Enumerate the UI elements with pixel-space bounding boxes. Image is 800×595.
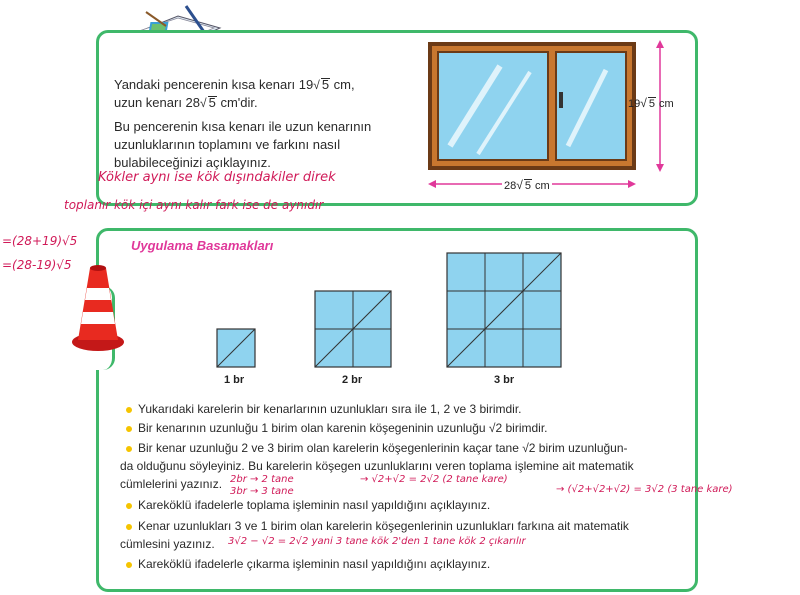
label-text: cm: [531, 180, 550, 192]
bullet-dot: [126, 446, 132, 452]
bullet-text: Bir kenar uzunluğu 2 ve 3 birim olan karelerin köşegenlerinin kaçar tane √2 birim uzunluğun-: [138, 441, 628, 455]
handwritten-answer-1b: 3br → 3 tane: [230, 486, 294, 497]
handwritten-difference: =(28-19)√5: [2, 258, 72, 272]
bullet-6: [126, 556, 490, 573]
bullet-text: Kareköklü ifadelerle toplama işleminin nasıl yapıldığını açıklayınız.: [138, 498, 491, 512]
handwritten-sum: =(28+19)√5: [2, 234, 78, 248]
bullet-4: [126, 497, 490, 514]
traffic-cone-icon: [70, 262, 126, 354]
handwritten-answer-1c: → √2+√2 = 2√2 (2 tane kare): [360, 474, 508, 485]
bullet-1: [126, 401, 522, 418]
bullet-3-cont2: cümlelerini yazınız.: [120, 477, 223, 491]
label-text: cm: [655, 98, 674, 110]
handwritten-note-1: Kökler aynı ise kök dışındakiler direk: [98, 170, 336, 185]
caption-2br: 2 br: [342, 374, 363, 386]
bullet-dot: [126, 503, 132, 509]
window-illustration: [420, 36, 690, 194]
bullet-5: [126, 518, 629, 535]
label-text: 19: [628, 98, 641, 110]
question-text: cm,: [330, 77, 355, 92]
question-text: uzun kenarı 28: [114, 95, 201, 110]
bullet-5-cont: cümlesini yazınız.: [120, 537, 215, 551]
radicand: 5: [648, 98, 655, 110]
handwritten-answer-1d: → (√2+√2+√2) = 3√2 (3 tane kare): [556, 484, 733, 495]
bullet-dot: [126, 426, 132, 432]
handwritten-answer-1a: 2br → 2 tane: [230, 474, 294, 485]
long-side-label: 28√ 5 cm: [504, 178, 550, 192]
handwritten-note-2: toplanır kök içi aynı kalır fark ise de aynıdır: [64, 198, 324, 212]
square-2br: [314, 290, 392, 368]
bullet-dot: [126, 562, 132, 568]
bullet-text: Yukarıdaki karelerin bir kenarlarının uzunlukları sıra ile 1, 2 ve 3 birimdir.: [138, 402, 522, 416]
practice-title: Uygulama Basamakları: [131, 238, 274, 253]
question-text: Yandaki pencerenin kısa kenarı 19: [114, 77, 314, 92]
question-paragraph: Bu pencerenin kısa kenarı ile uzun kenarının uzunluklarının toplamını ve farkını nasıl bulabileceğinizi açıklayınız.: [114, 119, 372, 170]
question-line-1: Yandaki pencerenin kısa kenarı 19√ 5 cm,: [114, 77, 355, 92]
bullet-dot: [126, 524, 132, 530]
caption-3br: 3 br: [494, 374, 515, 386]
bullet-text: Kareköklü ifadelerle çıkarma işleminin nasıl yapıldığını açıklayınız.: [138, 557, 491, 571]
radicand: 5: [208, 95, 216, 110]
question-line-2: uzun kenarı 28√ 5 cm'dir.: [114, 95, 258, 110]
radicand: 5: [524, 180, 531, 192]
handwritten-answer-2: 3√2 − √2 = 2√2 yani 3 tane kök 2'den 1 tane kök 2 çıkarılır: [228, 536, 526, 547]
bullet-text: Kenar uzunlukları 3 ve 1 birim olan karelerin köşegenlerinin uzunlukları farkına ait matematik: [138, 519, 629, 533]
bullet-2: [126, 420, 548, 437]
caption-1br: 1 br: [224, 374, 245, 386]
bullet-dot: [126, 407, 132, 413]
question-text: cm'dir.: [216, 95, 258, 110]
bullet-3-cont: da olduğunu söyleyiniz. Bu karelerin köşegen uzunluklarını veren toplama işlemine ait matematik: [120, 459, 634, 473]
label-text: 28: [504, 180, 517, 192]
square-3br: [446, 252, 562, 368]
bullet-3: [126, 440, 628, 457]
radicand: 5: [321, 77, 330, 92]
bullet-text: Bir kenarının uzunluğu 1 birim olan karenin köşegeninin uzunluğu √2 birimdir.: [138, 421, 548, 435]
square-1br: [216, 328, 256, 368]
short-side-label: 19√ 5 cm: [628, 96, 674, 110]
